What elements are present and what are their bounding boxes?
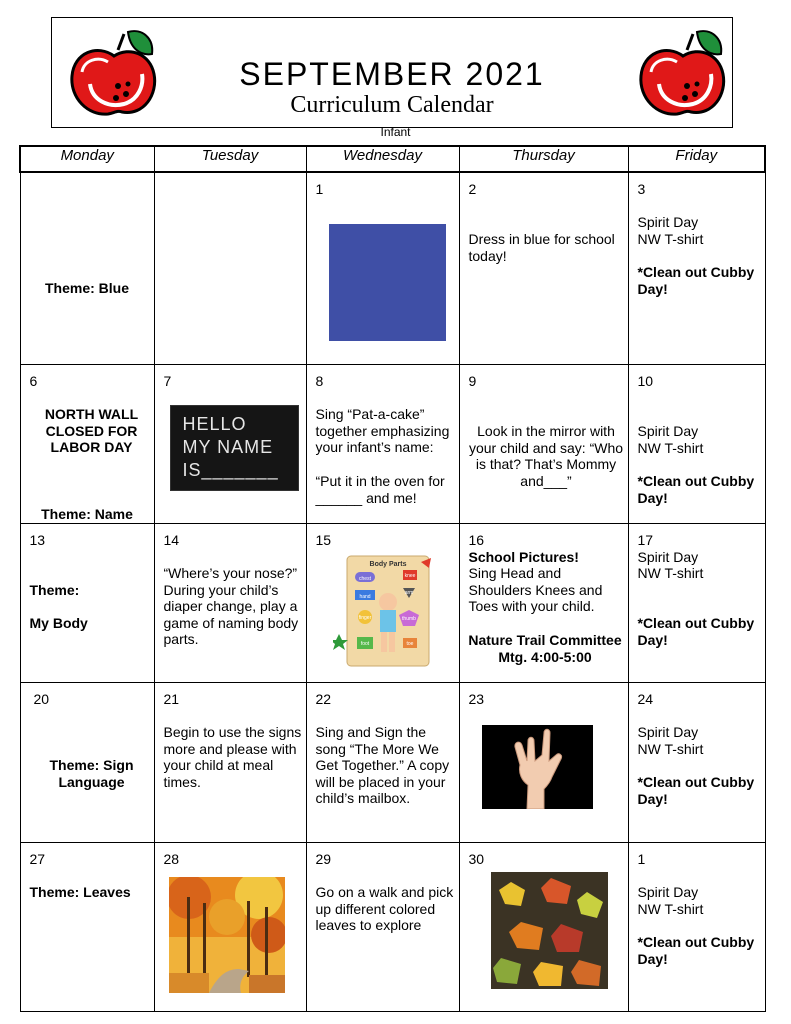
calendar-grid (19, 145, 766, 1012)
tshirt-text: NW T-shirt (637, 231, 704, 247)
weekday-header: Friday (628, 146, 765, 172)
page-subtitle: Curriculum Calendar (290, 92, 494, 118)
cubby-text: *Clean out Cubby Day! (637, 473, 755, 506)
day-number: 23 (468, 691, 485, 707)
day-number: 10 (637, 373, 654, 389)
weekday-header: Wednesday (306, 146, 459, 172)
day-number: 13 (29, 532, 46, 548)
day-cell (628, 172, 765, 365)
theme-label: Theme: Blue (44, 280, 129, 296)
day-number: 14 (163, 532, 180, 548)
day-cell (459, 365, 628, 524)
day-cell (459, 683, 628, 843)
puzzle-part: toe (406, 641, 413, 647)
day-cell (154, 683, 306, 843)
puzzle-part: foot (360, 641, 369, 647)
day-cell (154, 843, 306, 1012)
day-cell (306, 365, 459, 524)
calendar-header (51, 17, 733, 128)
cubby-text: *Clean out Cubby Day! (637, 615, 755, 648)
day-cell (306, 843, 459, 1012)
activity-text-2: “Put it in the oven for ______ and me! (315, 473, 445, 506)
day-number: 24 (637, 691, 654, 707)
activity-text: Sing Head and Shoulders Knees and Toes with your child. (468, 565, 603, 614)
puzzle-part: finger (358, 615, 371, 621)
activity-text: Sing and Sign the song “The More We Get Together.” A copy will be placed in your child’s mailbox. (315, 724, 450, 806)
day-number: 3 (637, 181, 646, 197)
day-cell (20, 524, 154, 683)
day-number: 27 (29, 851, 46, 867)
day-number: 6 (29, 373, 38, 389)
meeting-text: Nature Trail Committee Mtg. 4:00-5:00 (468, 632, 622, 665)
day-cell (459, 172, 628, 365)
day-cell (154, 524, 306, 683)
day-number: 1 (315, 181, 324, 197)
page-title: SEPTEMBER 2021 (239, 56, 545, 92)
day-number: 15 (315, 532, 332, 548)
activity-text: Dress in blue for school today! (468, 231, 615, 264)
autumn-trees-image (169, 877, 285, 993)
weekday-header: Tuesday (154, 146, 306, 172)
day-number: 17 (637, 532, 654, 548)
day-number: 22 (315, 691, 332, 707)
weekday-header: Monday (20, 146, 154, 172)
theme-value: My Body (29, 615, 88, 631)
day-cell (154, 172, 306, 365)
day-cell (628, 683, 765, 843)
closed-notice: NORTH WALL CLOSED FOR LABOR DAY (44, 406, 139, 455)
day-cell (154, 365, 306, 524)
tshirt-text: NW T-shirt (637, 440, 704, 456)
cubby-text: *Clean out Cubby Day! (637, 934, 755, 967)
activity-text: Begin to use the signs more and please with your child at meal times. (163, 724, 302, 790)
puzzle-part: hand (358, 594, 371, 600)
day-cell (628, 524, 765, 683)
day-cell (459, 843, 628, 1012)
sign-language-hand-image (482, 725, 593, 809)
activity-text: Sing “Pat-a-cake” together emphasizing your infant’s name: (315, 406, 450, 455)
spirit-day-text: Spirit Day (637, 214, 699, 230)
chalk-line: HELLO (182, 414, 247, 434)
activity-text: Go on a walk and pick up different colored leaves to explore (315, 884, 454, 933)
day-number: 7 (163, 373, 172, 389)
cubby-text: *Clean out Cubby Day! (637, 774, 755, 807)
puzzle-part: thumb (401, 616, 416, 622)
activity-text: “Where’s your nose?” During your child’s diaper change, play a game of naming body parts. (163, 565, 299, 647)
chalk-line: IS_______ (182, 460, 279, 480)
age-group-label: Infant (380, 125, 411, 139)
activity-text: Look in the mirror with your child and say: “Who is that? That’s Mommy and___” (468, 423, 624, 489)
chalkboard-image (170, 405, 299, 491)
spirit-day-text: Spirit Day (637, 884, 699, 900)
day-number: 29 (315, 851, 332, 867)
spirit-day-text: Spirit Day (637, 549, 699, 565)
spirit-day-text: Spirit Day (637, 423, 699, 439)
theme-label: Theme: Name (41, 506, 133, 522)
body-parts-puzzle-image (333, 552, 433, 670)
theme-label: Theme: (29, 582, 80, 598)
day-cell (20, 365, 154, 524)
day-cell (306, 524, 459, 683)
colored-leaves-image (491, 872, 608, 989)
day-number: 1 (637, 851, 646, 867)
day-cell (628, 843, 765, 1012)
puzzle-title: Body Parts (369, 561, 406, 568)
day-cell (459, 524, 628, 683)
puzzle-part: chest (358, 576, 371, 582)
puzzle-part: knee (404, 573, 415, 579)
school-pictures-text: School Pictures! (468, 549, 579, 565)
apple-icon (637, 24, 729, 122)
day-cell (20, 172, 154, 365)
theme-label: Theme: Leaves (29, 884, 131, 900)
tshirt-text: NW T-shirt (637, 901, 704, 917)
cubby-text: *Clean out Cubby Day! (637, 264, 755, 297)
spirit-day-text: Spirit Day (637, 724, 699, 740)
day-cell (20, 843, 154, 1012)
day-number: 21 (163, 691, 180, 707)
theme-label: Theme: Sign Language (49, 757, 134, 790)
day-number: 30 (468, 851, 485, 867)
blue-square (329, 224, 446, 341)
day-cell (628, 365, 765, 524)
tshirt-text: NW T-shirt (637, 565, 704, 581)
chalk-line: MY NAME (182, 437, 274, 457)
day-number: 9 (468, 373, 477, 389)
day-number: 20 (33, 691, 50, 707)
day-cell (306, 683, 459, 843)
puzzle-part: arm (404, 590, 413, 596)
day-number: 8 (315, 373, 324, 389)
weekday-header: Thursday (459, 146, 628, 172)
tshirt-text: NW T-shirt (637, 741, 704, 757)
day-number: 16 (468, 532, 485, 548)
day-number: 28 (163, 851, 180, 867)
day-cell (20, 683, 154, 843)
day-number: 2 (468, 181, 477, 197)
day-cell (306, 172, 459, 365)
